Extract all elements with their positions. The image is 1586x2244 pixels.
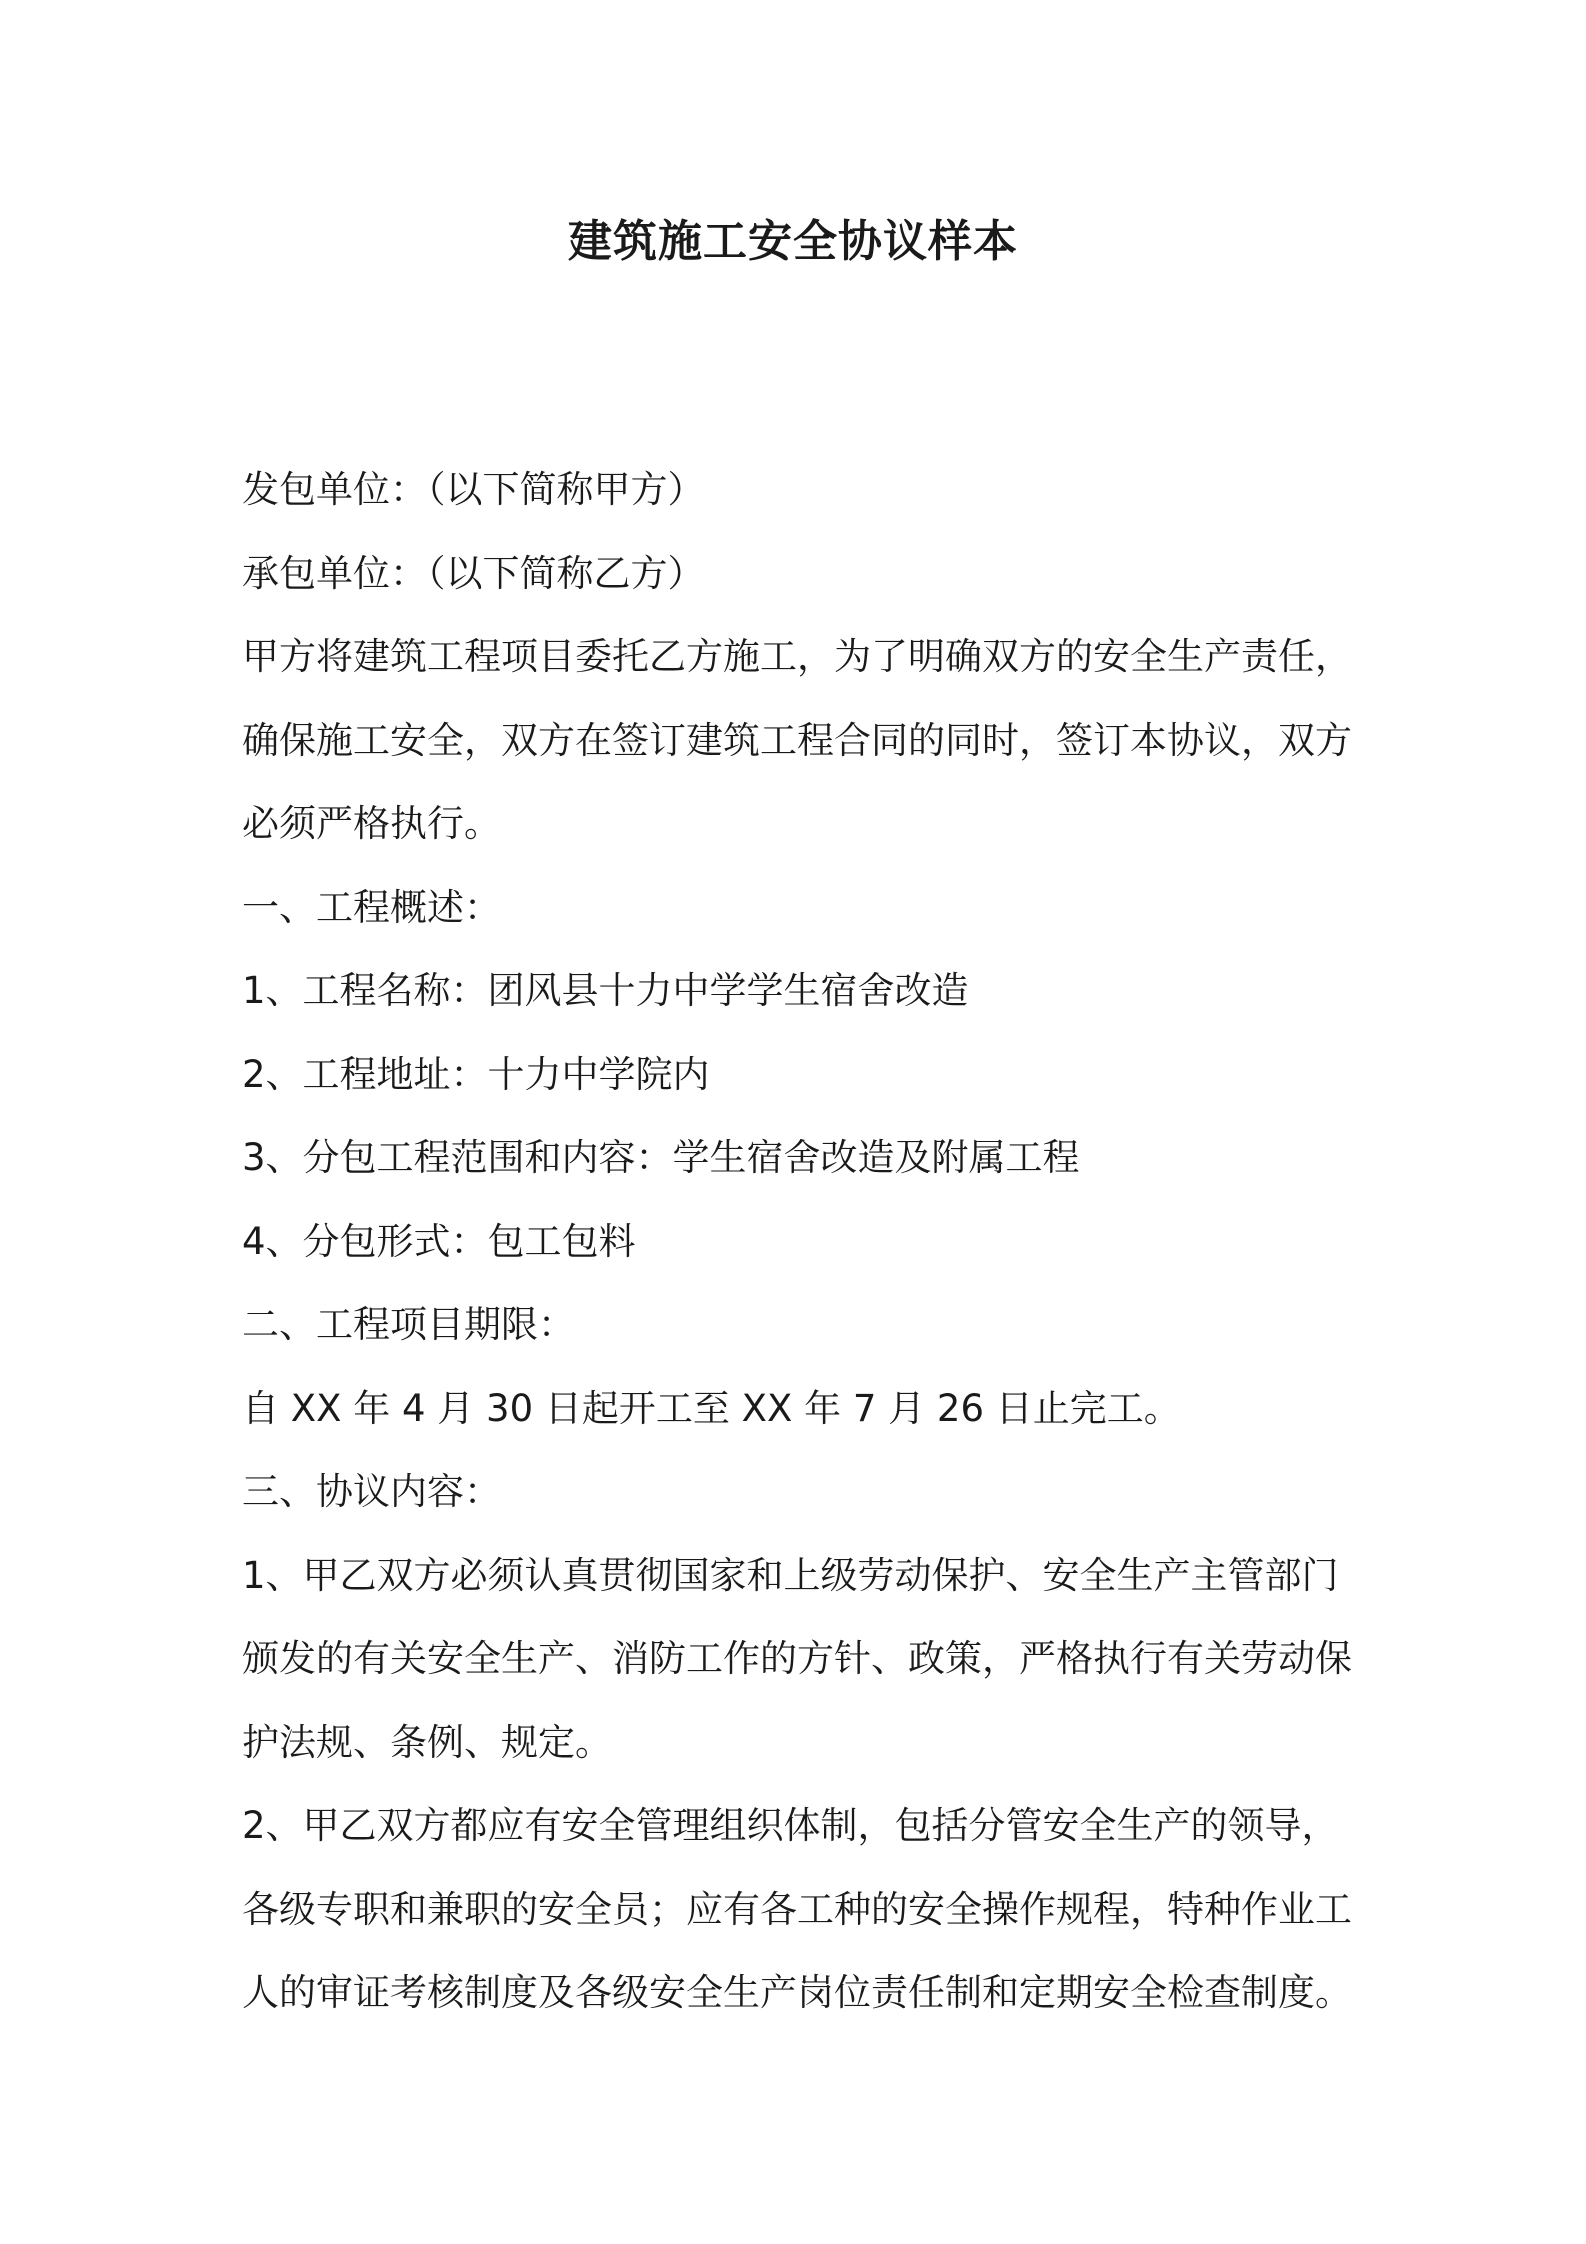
paragraph-clause-2: 2、甲乙双方都应有安全管理组织体制，包括分管安全生产的领导，各级专职和兼职的安全员；应有各工种的安全操作规程，特种作业工人的审证考核制度及各级安全生产岗位责任制和定期安全检查制度。: [242, 1804, 1352, 2014]
section-heading-term: 二、工程项目期限：: [242, 1303, 575, 1346]
paragraph-project-scope: 3、分包工程范围和内容：学生宿舍改造及附属工程: [242, 1136, 1080, 1179]
paragraph-clause-1: 1、甲乙双方必须认真贯彻国家和上级劳动保护、安全生产主管部门颁发的有关安全生产、消防工作的方针、政策，严格执行有关劳动保护法规、条例、规定。: [242, 1553, 1352, 1764]
section-heading-content: 三、协议内容：: [242, 1470, 501, 1513]
document-body: [242, 448, 1354, 2035]
paragraph-term-dates: 自 XX 年 4 月 30 日起开工至 XX 年 7 月 26 日止完工。: [242, 1386, 1181, 1430]
paragraph-project-name: 1、工程名称：团风县十力中学学生宿舍改造: [242, 969, 969, 1012]
paragraph-preamble: 甲方将建筑工程项目委托乙方施工，为了明确双方的安全生产责任，确保施工安全，双方在签订建筑工程合同的同时，签订本协议，双方必须严格执行。: [242, 635, 1352, 845]
paragraph-contract-form: 4、分包形式：包工包料: [242, 1219, 636, 1263]
paragraph-contractor-party-b: 承包单位：（以下简称乙方）: [242, 551, 705, 595]
document-title: 建筑施工安全协议样本: [568, 216, 1018, 267]
paragraph-project-address: 2、工程地址：十力中学院内: [242, 1052, 710, 1096]
paragraph-contractor-party-a: 发包单位：（以下简称甲方）: [242, 468, 705, 511]
section-heading-overview: 一、工程概述：: [242, 885, 501, 929]
